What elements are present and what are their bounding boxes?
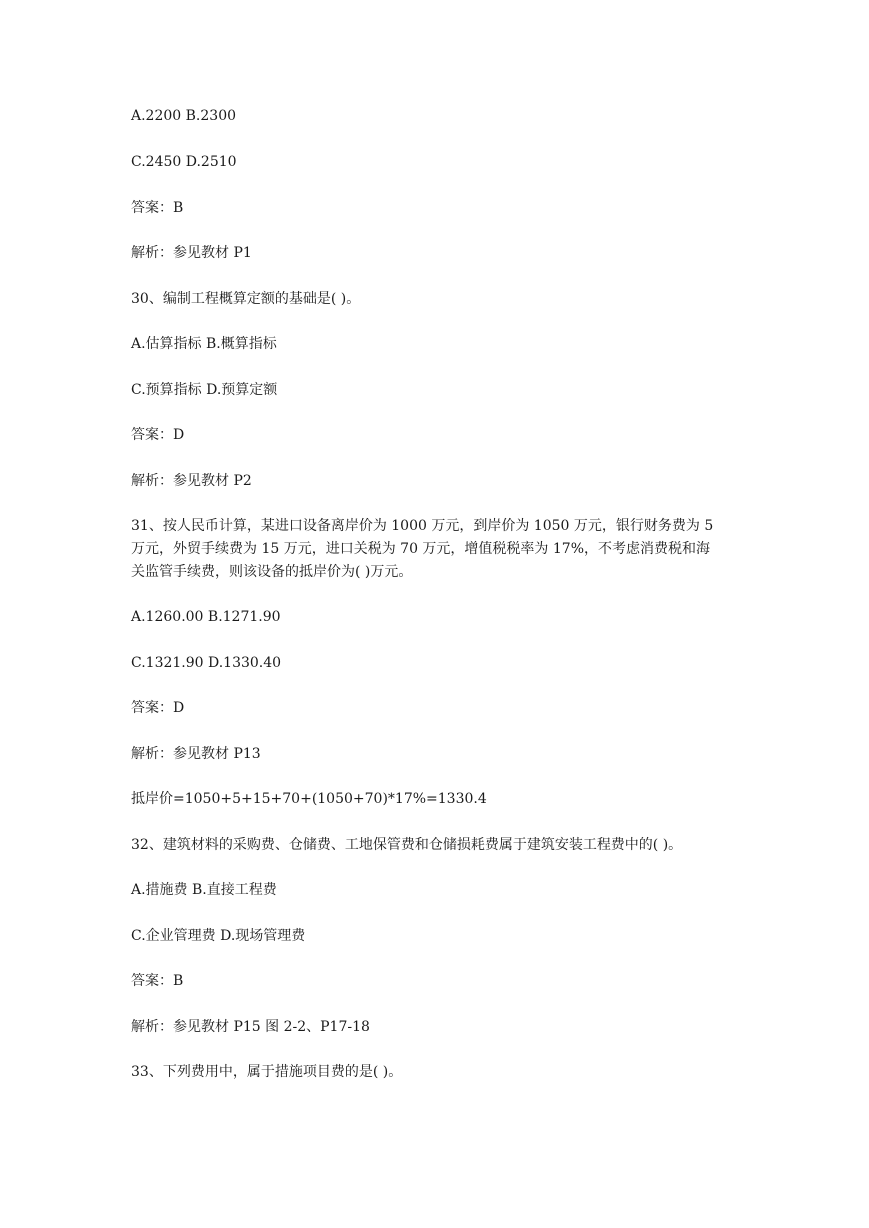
q30-question: 30、编制工程概算定额的基础是( )。 bbox=[131, 291, 361, 307]
q29-options-cd: C.2450 D.2510 bbox=[131, 154, 237, 170]
q29-answer: 答案：B bbox=[131, 200, 184, 216]
q31-question-line-3: 关监管手续费，则该设备的抵岸价为( )万元。 bbox=[131, 564, 413, 580]
q31-explanation: 解析：参见教材 P13 bbox=[131, 746, 261, 762]
q30-explanation: 解析：参见教材 P2 bbox=[131, 473, 252, 489]
q31-question-line-1: 31、按人民币计算，某进口设备离岸价为 1000 万元，到岸价为 1050 万元，银行财务费为 5 bbox=[131, 518, 714, 534]
q31-options-ab: A.1260.00 B.1271.90 bbox=[131, 609, 281, 625]
q29-explanation: 解析：参见教材 P1 bbox=[131, 245, 252, 261]
q29-options-ab: A.2200 B.2300 bbox=[131, 108, 237, 124]
q30-options-ab: A.估算指标 B.概算指标 bbox=[131, 336, 277, 352]
q32-options-cd: C.企业管理费 D.现场管理费 bbox=[131, 928, 306, 944]
q31-answer: 答案：D bbox=[131, 700, 185, 716]
q33-question: 33、下列费用中，属于措施项目费的是( )。 bbox=[131, 1064, 403, 1080]
q30-answer: 答案：D bbox=[131, 427, 185, 443]
q32-answer: 答案：B bbox=[131, 973, 184, 989]
q32-explanation: 解析：参见教材 P15 图 2-2、P17-18 bbox=[131, 1019, 370, 1035]
q31-options-cd: C.1321.90 D.1330.40 bbox=[131, 655, 282, 671]
q30-options-cd: C.预算指标 D.预算定额 bbox=[131, 382, 278, 398]
q32-question: 32、建筑材料的采购费、仓储费、工地保管费和仓储损耗费属于建筑安装工程费中的( )。 bbox=[131, 837, 683, 853]
q31-question-line-2: 万元，外贸手续费为 15 万元，进口关税为 70 万元，增值税税率为 17%，不考虑消费税和海 bbox=[131, 541, 710, 557]
q31-calculation: 抵岸价=1050+5+15+70+(1050+70)*17%=1330.4 bbox=[131, 791, 487, 807]
q32-options-ab: A.措施费 B.直接工程费 bbox=[131, 882, 277, 898]
